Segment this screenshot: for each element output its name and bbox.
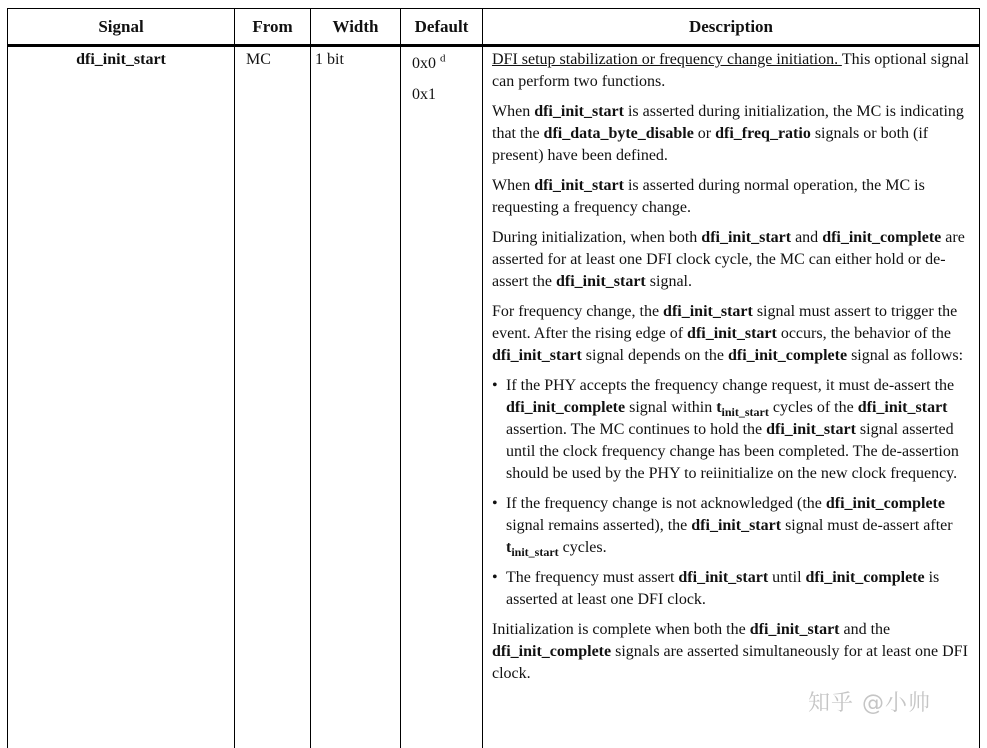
header-signal: Signal [98,17,144,36]
cell-description [492,49,972,693]
bullet-icon: • [492,377,498,394]
table-header [8,9,979,44]
desc-paragraph: For frequency change, the dfi_init_start signal must assert to trigger the event. After the rising edge of dfi_init_start occurs, the behavior of the dfi_init_start signal depends on the dfi_init_complete signal as follows: [492,303,964,364]
desc-paragraph: During initialization, when both dfi_init_start and dfi_init_complete are asserted for at least one DFI clock cycle, the MC can either hold or de-assert the dfi_init_start signal. [492,229,965,290]
column-divider [234,9,235,748]
cell-signal: dfi_init_start [76,51,166,68]
desc-paragraph: DFI setup stabilization or frequency change initiation. This optional signal can perform two functions. [492,51,969,90]
header-divider [8,44,979,47]
cell-from: MC [246,51,271,68]
column-divider [482,9,483,748]
header-default: Default [414,17,469,36]
desc-paragraph: Initialization is complete when both the dfi_init_start and the dfi_init_complete signals are asserted simultaneously for at least one DFI clock. [492,621,968,682]
cell-default-0: 0x0 $^d$ [412,52,446,72]
desc-paragraph: When dfi_init_start is asserted during initialization, the MC is indicating that the dfi_data_byte_disable or dfi_freq_ratio signals or both (if present) have been defined. [492,103,964,164]
watermark: 知乎 @小帅 [808,691,931,716]
footnote-mark: d [440,52,446,65]
column-divider [310,9,311,748]
desc-summary: DFI setup stabilization or frequency change initiation. [492,51,842,68]
header-description: Description [688,17,774,36]
desc-bullet: • The frequency must assert dfi_init_start until dfi_init_complete is asserted at least one DFI clock. [492,569,940,608]
column-divider [400,9,401,748]
signal-table [7,8,980,748]
header-from: From [252,17,293,36]
bullet-icon: • [492,495,498,512]
bullet-icon: • [492,569,498,586]
cell-width: 1 bit [315,51,344,68]
desc-bullet: • If the PHY accepts the frequency change request, it must de-assert the dfi_init_complete signal within $t_{init\_start}$ cycles of the dfi_init_start assertion. The MC continues to hold the dfi_init_start signal asserted until the clock frequency change has been completed. The de-assertion should be used by the PHY to reiinitialize on the new clock frequency. [492,377,959,482]
desc-bullet: • If the frequency change is not acknowledged (the dfi_init_complete signal remains asserted), the dfi_init_start signal must de-assert after $t_{init\_start}$ cycles. [492,495,953,560]
cell-default-1: 0x1 [412,86,436,103]
header-width: Width [332,17,379,36]
desc-paragraph: When dfi_init_start is asserted during normal operation, the MC is requesting a frequency change. [492,177,925,216]
